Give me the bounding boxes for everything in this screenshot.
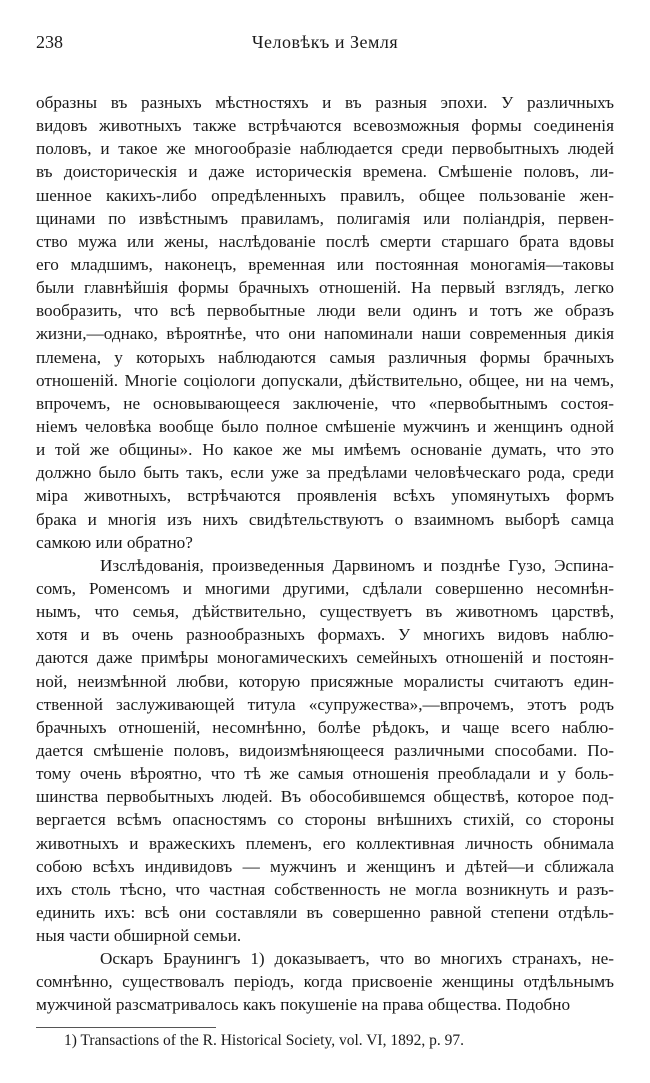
text-line: ніемъ человѣка вообще было полное смѣшеніе мужчинъ и женщинъ одной xyxy=(36,416,614,436)
paragraph xyxy=(36,554,614,947)
footnote: 1) Transactions of the R. Historical Society, vol. VI, 1892, p. 97. xyxy=(64,1032,464,1049)
text-line: шинства первобытныхъ людей. Въ обособившемся обществѣ, которое под- xyxy=(36,787,614,807)
text-line: вергается всѣмъ опасностямъ со стороны внѣшнихъ стихій, со стороны xyxy=(36,810,614,830)
text-line: ной, неизмѣнной любви, которую присяжные моралисты считаютъ един- xyxy=(36,671,614,691)
page-number: 238 xyxy=(36,32,63,52)
text-line: нымъ, что семья, дѣйствительно, существуетъ въ животномъ царствѣ, xyxy=(36,602,614,622)
text-line: сомнѣнно, существовалъ періодъ, когда присвоеніе женщины отдѣльнымъ xyxy=(36,972,614,992)
paragraph xyxy=(36,947,614,1016)
text-line: Изслѣдованія, произведенныя Дарвиномъ и позднѣе Гузо, Эспина- xyxy=(100,555,614,575)
text-line: племена, у которыхъ наблюдаются самыя различныя формы брачныхъ xyxy=(36,347,614,367)
text-line: брака и многія изъ нихъ свидѣтельствуютъ о взаимномъ выборѣ самца xyxy=(36,509,614,529)
text-line: собою всѣхъ индивидовъ — мужчинъ и женщинъ и дѣтей—и сближала xyxy=(36,856,614,876)
text-line: даются даже примѣры моногамическихъ семейныхъ отношеній и постоян- xyxy=(36,648,614,668)
text-line: щинами по извѣстнымъ правиламъ, полигамія или поліандрія, первен- xyxy=(36,208,614,228)
footnote-divider xyxy=(36,1027,216,1028)
text-line: ство мужа или жены, наслѣдованіе послѣ смерти старшаго брата вдовы xyxy=(36,231,614,251)
text-line: мужчиной разсматривалось какъ покушеніе на права общества. Подобно xyxy=(36,995,571,1015)
text-line: брачныхъ отношеній, несомнѣнно, болѣе рѣдокъ, и чаще всего наблю- xyxy=(36,717,614,737)
text-line: тому очень вѣроятно, что тѣ же самыя отношенія преобладали и у боль- xyxy=(36,764,614,784)
text-line: ственной заслуживающей титула «супружества»,—впрочемъ, этотъ родъ xyxy=(36,694,614,714)
text-line: единить ихъ: всѣ они составляли въ совершенно равной степени отдѣль- xyxy=(36,902,614,922)
text-line: Оскаръ Браунингъ 1) доказываетъ, что во многихъ странахъ, не- xyxy=(100,949,614,969)
text-line: ихъ столь тѣсно, что частная собственность не могла возникнуть и разъ- xyxy=(36,879,614,899)
page-header xyxy=(36,32,614,58)
text-line: видовъ животныхъ также встрѣчаются всевозможныя формы соединенія xyxy=(36,116,614,136)
text-line: половъ, и такое же многообразіе наблюдается среди первобытныхъ людей xyxy=(36,139,614,159)
text-line: его младшимъ, наконецъ, временная или постоянная моногамія—таковы xyxy=(36,254,614,274)
text-line: сомъ, Роменсомъ и многими другими, сдѣлали совершенно несомнѣн- xyxy=(36,578,614,598)
paragraph xyxy=(36,91,614,554)
text-line: хотя и въ очень разнообразныхъ формахъ. У многихъ видовъ наблю- xyxy=(36,625,614,645)
text-line: въ доисторическія и даже историческія времена. Смѣшеніе половъ, ли- xyxy=(36,162,614,182)
text-line: самкою или обратно? xyxy=(36,532,193,552)
text-line: отношеній. Многіе соціологи допускали, дѣйствительно, общее, ни на чемъ, xyxy=(36,370,614,390)
text-line: шенное какихъ-либо опредѣленныхъ правилъ, общее пользованіе жен- xyxy=(36,185,614,205)
text-line: ныя части обширной семьи. xyxy=(36,926,242,946)
text-line: были главнѣйшія формы брачныхъ отношеній. На первый взглядъ, легко xyxy=(36,278,614,298)
body-text xyxy=(36,91,614,1017)
text-line: и той же общины». Но какое же мы имѣемъ основаніе думать, что это xyxy=(36,440,614,460)
text-line: вообразить, что всѣ первобытные люди вели одинъ и тотъ же образъ xyxy=(36,301,614,321)
running-title: Человѣкъ и Земля xyxy=(251,32,399,52)
text-line: животныхъ и вражескихъ племенъ, его коллективная личность обнимала xyxy=(36,833,614,853)
text-line: должно было быть такъ, если уже за предѣлами человѣческаго рода, среди xyxy=(36,463,614,483)
text-line: впрочемъ, не основывающееся заключеніе, что «первобытнымъ состоя- xyxy=(36,393,614,413)
text-line: образны въ разныхъ мѣстностяхъ и въ разныя эпохи. У различныхъ xyxy=(36,93,614,112)
text-line: міра животныхъ, встрѣчаются проявленія всѣхъ упомянутыхъ формъ xyxy=(36,486,614,506)
text-line: дается смѣшеніе половъ, видоизмѣняющееся различными способами. По- xyxy=(36,740,614,760)
text-line: жизни,—однако, вѣроятнѣе, что они напоминали наши современныя дикія xyxy=(36,324,614,344)
